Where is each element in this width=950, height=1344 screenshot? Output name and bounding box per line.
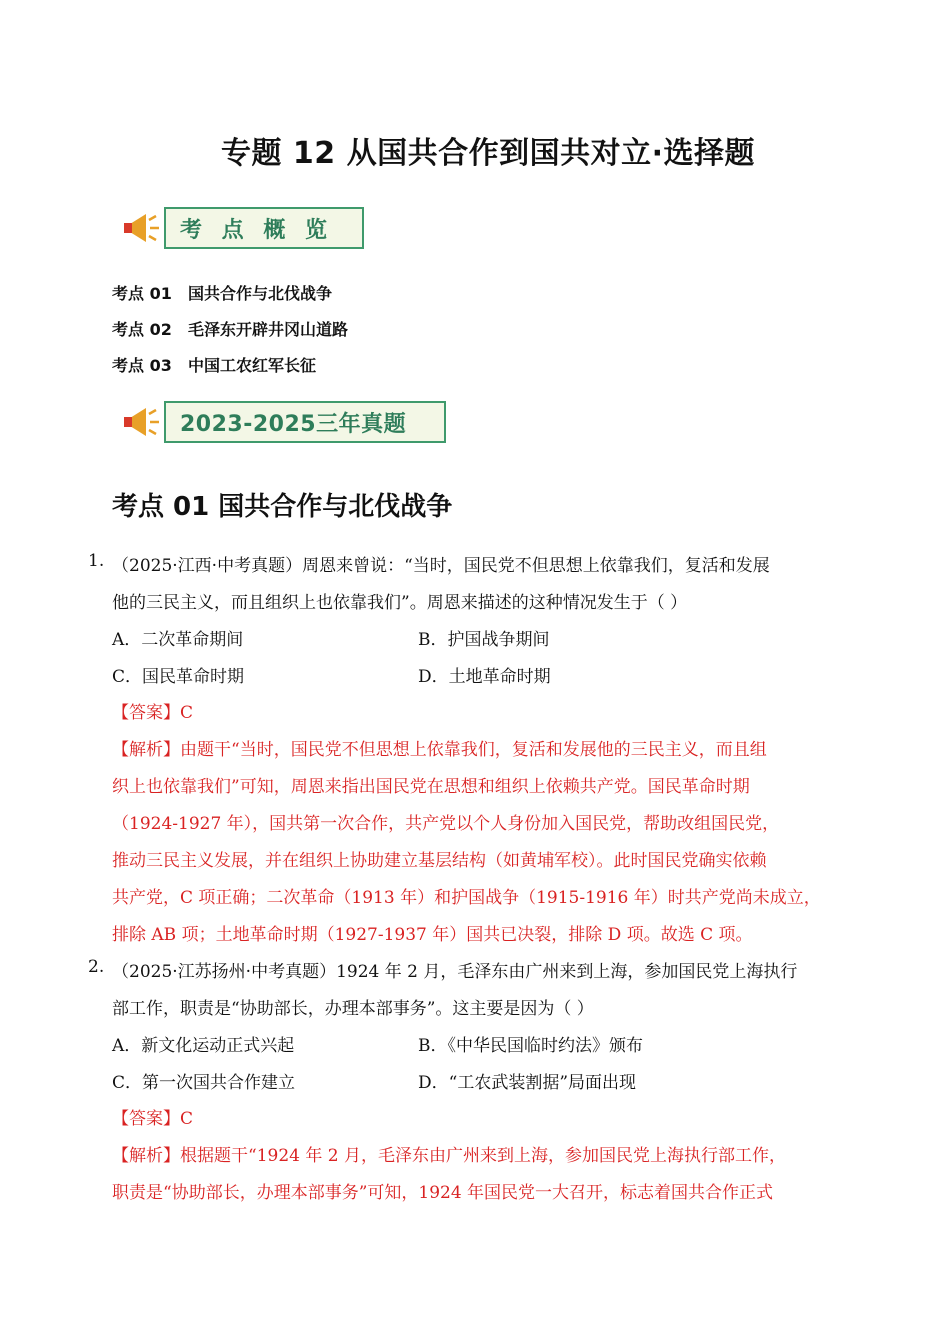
megaphone-icon (122, 400, 168, 444)
page-title: 专题 12 从国共合作到国共对立·选择题 (220, 136, 756, 171)
toc-num: 考点 01 (112, 284, 172, 303)
question-stem: 部工作，职责是“协助部长，办理本部事务”。这主要是因为（ ） (112, 999, 594, 1019)
option-c: C．第一次国共合作建立 (112, 1073, 296, 1093)
question-stem: （2025·江西·中考真题）周恩来曾说：“当时，国民党不但思想上依靠我们，复活和发展 (112, 556, 770, 576)
toc-text: 中国工农红军长征 (188, 356, 317, 375)
section-heading: 考点 01 国共合作与北伐战争 (112, 492, 453, 522)
option-d: D．“工农武装割据”局面出现 (418, 1073, 637, 1093)
toc-num: 考点 03 (112, 356, 172, 375)
option-c: C．国民革命时期 (112, 667, 245, 687)
toc-item (112, 281, 332, 304)
exam-banner (122, 400, 446, 444)
analysis-line: （1924-1927 年），国共第一次合作，共产党以个人身份加入国民党，帮助改组国民党， (112, 814, 780, 834)
option-b: B．《中华民国临时约法》颁布 (418, 1036, 643, 1056)
question-number: 2. (88, 957, 105, 977)
analysis-line: 推动三民主义发展，并在组织上协助建立基层结构（如黄埔军校）。此时国民党确实依赖 (112, 851, 767, 871)
overview-banner (122, 206, 364, 250)
option-a: A．新文化运动正式兴起 (112, 1036, 295, 1056)
analysis-line: 职责是“协助部长，办理本部事务”可知，1924 年国民党一大召开，标志着国共合作正式 (112, 1183, 774, 1203)
option-a: A．二次革命期间 (112, 630, 244, 650)
overview-banner-label: 考 点 概 览 (164, 207, 364, 249)
answer: 【答案】C (112, 703, 194, 723)
option-d: D．土地革命时期 (418, 667, 551, 687)
toc-item (112, 353, 316, 376)
toc-item (112, 317, 348, 340)
analysis-line: 【解析】根据题干“1924 年 2 月，毛泽东由广州来到上海，参加国民党上海执行部工作， (112, 1146, 786, 1166)
megaphone-icon (122, 206, 168, 250)
question-number: 1. (88, 551, 105, 571)
analysis-line: 排除 AB 项；土地革命时期（1927-1937 年）国共已决裂，排除 D 项。故选 C 项。 (112, 925, 753, 945)
toc-text: 毛泽东开辟井冈山道路 (188, 320, 349, 339)
question-stem: （2025·江苏扬州·中考真题）1924 年 2 月，毛泽东由广州来到上海，参加国民党上海执行 (112, 962, 798, 982)
question-stem: 他的三民主义，而且组织上也依靠我们”。周恩来描述的这种情况发生于（ ） (112, 593, 688, 613)
analysis-line: 共产党，C 项正确；二次革命（1913 年）和护国战争（1915-1916 年）时共产党尚未成立， (112, 888, 821, 908)
answer: 【答案】C (112, 1109, 194, 1129)
exam-banner-label: 2023-2025三年真题 (164, 401, 446, 443)
analysis-line: 【解析】由题干“当时，国民党不但思想上依靠我们，复活和发展他的三民主义，而且组 (112, 740, 767, 760)
analysis-line: 织上也依靠我们”可知，周恩来指出国民党在思想和组织上依赖共产党。国民革命时期 (112, 777, 750, 797)
option-b: B．护国战争期间 (418, 630, 550, 650)
toc-num: 考点 02 (112, 320, 172, 339)
toc-text: 国共合作与北伐战争 (188, 284, 333, 303)
